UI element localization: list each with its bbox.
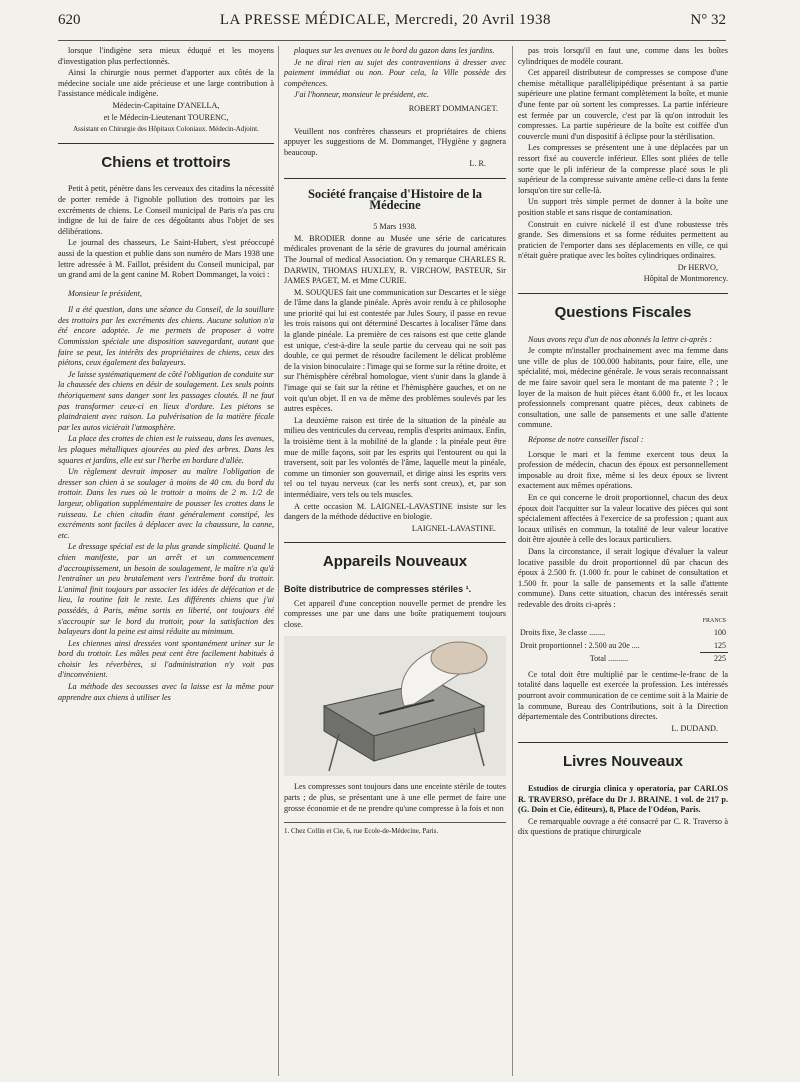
table-cell: 225 [700, 653, 728, 666]
paragraph: Nous avons reçu d'un de nos abonnés la lettre ci-après : [528, 334, 712, 344]
paragraph: Ce remarquable ouvrage a été consacré par C. R. Traverso à dix questions de pratique chirurgicale [518, 816, 728, 837]
table-row [518, 653, 728, 666]
letter-paragraph: La place des crottes de chien est le ruisseau, dans les avenues, les plaques métalliques ajourées au pied des arbres. Dans les squares et jardins, elle est sur l'herbe en bordure d'allée. [58, 434, 274, 465]
article-title: Chiens et trottoirs [101, 153, 231, 171]
letter-paragraph: Le dressage spécial est de la plus grande simplicité. Quand le chien manifeste, par un arrêt et un commencement d'accroupissement, un besoin de soulagement, le maître n'a qu'à l'entraîner un peu brutalement vers l'extrême bord du trottoir. L'animal finit toujours par associer les idées de défécation et de lieu, la routine fait le reste. Les différents chiens que j'ai possédés, à Paris, même sortis en liberté, ont toujours été s'accroupir sur le bord du trottoir, pour la satisfaction des balayeurs dont la peine est ainsi réduite au minimum. [58, 542, 274, 637]
paragraph: M. BRODIER donne au Musée une série de caricatures médicales provenant de la série de gravures du journal américain The Journal of medical Association. On y remarque CHARLES R. DARWIN, THOMAS HUXLEY, R. VIRCHOW, PASTEUR, Sir JAMES PAGET, M. et Mme CURIE. [284, 233, 506, 286]
paragraph: Cet appareil distributeur de compresses se compose d'une chemise métallique parallélipipédique présentant à sa partie supérieure une platine fermant complètement la boîte, et munie d'une fente par où sortent les compresses. La partie inférieure est fermée par un couvercle, c'est par là qu'on introduit les compresses. La partie supérieure de la boîte est coiffée d'un couvercle muni d'un dispositif à éclipse pour la stérilisation. [518, 68, 728, 141]
issue-number: N° 32 [690, 12, 726, 28]
letter-paragraph: Je ne dirai rien au sujet des contraventions à dresser avec paiement immédiat ou non. Pour cela, la Ville possède des compétences. [284, 57, 506, 88]
signature: ROBERT DOMMANGET. [408, 103, 498, 113]
letter-paragraph: Il a été question, dans une séance du Conseil, de la souillure des trottoirs par les excréments des chiens. Aucune solution n'a été encore adoptée. Je me permets de proposer à votre Commission spéciale une disposition sauvegardant, autant que faire se peut, les intérêts des propriétaires de chiens, ceux des piétons, ceux également des balayeurs. [58, 305, 274, 368]
footnote: 1. Chez Collin et Cie, 6, rue Ecole-de-Médecine, Paris. [284, 822, 506, 837]
paragraph: A cette occasion M. LAIGNEL-LAVASTINE insiste sur les dangers de la méthode déductive en biologie. [284, 501, 506, 522]
page-header [58, 12, 726, 41]
section-title: Questions Fiscales [554, 304, 692, 322]
paragraph: En ce qui concerne le droit proportionnel, chacun des deux époux doit l'acquitter sur la valeur locative des pièces qui sont spécialement affectées à l'exercice de sa profession ; quant aux locaux utilisés en commun, la totalité de leur valeur locative doit être ajoutée à celle des locaux particuliers. [518, 492, 728, 545]
letter-salutation: Monsieur le président, [68, 288, 142, 298]
divider [58, 143, 274, 144]
subsection-title: Boîte distributrice de compresses stériles ¹. [284, 583, 472, 594]
divider [284, 178, 506, 179]
signature: L. DUDAND. [671, 723, 718, 733]
paragraph: Veuillent nos confrères chasseurs et propriétaires de chiens appuyer les suggestions de M. Dommanget, l'Hygiène y gagnera beaucoup. [284, 126, 506, 157]
column-2 [284, 46, 506, 1076]
table-cell: 125 [714, 640, 726, 650]
letter-paragraph: Les chiennes ainsi dressées vont spontanément uriner sur le bord du trottoir. Les mâles peut cent être facilement habitués à choisir les réverbères, si l'administration n'y voit pas d'inconvénient. [58, 638, 274, 680]
letter-paragraph: J'ai l'honneur, monsieur le président, etc. [294, 90, 429, 100]
paragraph: Dans la circonstance, il serait logique d'évaluer la valeur locative passible du droit proportionnel dû par chacun des époux à 2.500 fr. (1.000 fr. pour le cabinet de consultation et 1.500 fr. pour la salle de pansements et la salle d'attente commune). Dans cette situation, chacun des intéressés serait redevable des droits ci-après : [518, 546, 728, 609]
paragraph: Les compresses sont toujours dans une enceinte stérile de toutes parts ; de plus, se présentant une à une elle permet de faire une grosse économie et de ne prendre qu'une compresse à la fois et non [284, 782, 506, 813]
paragraph: Ainsi la chirurgie nous permet d'apporter aux côtés de la médecine sociale une aide précieuse et une large contribution à l'assistance médicale indigène. [58, 68, 274, 99]
paragraph: Ce total doit être multiplié par le centime-le-franc de la totalité dans laquelle est exercée la profession. Les intéressés pourront avoir communication de ce centime soit à la Mairie de la commune, Bureau des Contributions, soit à la Direction départementale des Contributions directes. [518, 669, 728, 722]
divider [284, 542, 506, 543]
paragraph: Construit en cuivre nickelé il est d'une robustesse très grande. Ses dimensions et sa forme réduites permettent au praticien de l'emporter dans ses déplacements en ville, ce qui n'était guère pratique avec les boîtes cylindriques ordinaires. [518, 219, 728, 261]
paragraph: Un support très simple permet de donner à la boîte une position stable et sans risque de contamination. [518, 197, 728, 217]
letter-paragraph: Je laisse systématiquement de côté l'obligation de conduite sur la chaussée des chiens en désir de soulagement. Les seuls points théoriquement sans danger sont les passages cloutés. Il ne faut pas transformer ceux-ci en lieux d'ordure. Les piétons se plaindraient avec raison. La pulvérisation de la matière fécale par les autos viciérait l'atmosphère. [58, 369, 274, 432]
journal-title: LA PRESSE MÉDICALE, Mercredi, 20 Avril 1938 [219, 12, 552, 28]
column-1 [58, 46, 274, 1076]
signature: et le Médecin-Lieutenant TOURENC, [103, 112, 229, 122]
section-title: Société française d'Histoire de la Médecine [307, 186, 483, 212]
signature: Médecin-Capitaine D'ANELLA, [112, 100, 220, 110]
page-number: 620 [58, 12, 81, 28]
column-3 [518, 46, 728, 1076]
table-cell: Total .......... [589, 654, 629, 664]
table-row [518, 640, 728, 653]
signature-affiliation: Assistant en Chirurgie des Hôpitaux Coloniaux. Médecin-Adjoint. [73, 125, 259, 134]
paragraph: lorsque l'indigène sera mieux éduqué et les moyens d'investigation plus perfectionnés. [58, 46, 274, 66]
letter-paragraph: La méthode des secousses avec la laisse est la même pour apprendre aux chiens à utiliser les [58, 682, 274, 702]
paragraph: M. SOUQUES fait une communication sur Descartes et le siège de l'âme dans la glande pinéale. Après avoir rendu à ce philosophe une priorité qui lui est contestée par Jules Soury, il passe en revue les trois raisons qui ont déterminé Descartes à localiser l'âme dans la glande pinéale. La première de ces raisons est que cette glande est unique, c'est-à-dire la seule partie du cerveau qui ne soit pas double, ce qui permet de résoudre facilement le délicat problème de la vision binoculaire : l'image qui se forme sur la rétine droite, et sur l'hémisphère cérébral homologue, vient s'unir dans la glande à l'image qui se fait sur la rétine et l'hémisphère gauches, et on ne voit qu'un objet. Il en va de même des problèmes soulevés par les autres espèces. [284, 287, 506, 414]
paragraph: Lorsque le mari et la femme exercent tous deux la profession de médecin, chacun des époux est personnellement imposable au droit fixe, même si les deux époux se livrent exactement aux mêmes opérations. [518, 449, 728, 491]
table-cell: Droits fixe, 3e classe ........ [520, 628, 606, 638]
paragraph: La deuxième raison est tirée de la situation de la pinéale au milieu des ventricules du cerveau, remplis d'esprits animaux. Enfin, la troisième tient à la mobilité de la glande : la pinéale peut être mue de mille façons, soit par les esprits qui l'entourent ou qui la traversent, soit par les volontés de l'âme, laquelle meut la pinéale, comme un timonier son gouvernail, et dirige ainsi les esprits vers tel ou tel tuyau nerveux (car les nerfs sont creux), et, par son intermédiaire, vers tels ou tels muscles. [284, 415, 506, 499]
paragraph: Les compresses se présentent une à une déplacées par un ressort fixé au couvercle inférieur. Elles sont pliées de telle sorte que le pli inférieur de la compresse placé sous le pli supérieur de la compresse suivante amène celle-ci dans la fente lorsqu'on tire sur celle-là. [518, 143, 728, 195]
session-date: 5 Mars 1938. [373, 222, 417, 232]
book-reference: Estudios de cirurgia clinica y operatoria, par CARLOS R. TRAVERSO, préface du Dr J. BRAINE. 1 vol. de 217 p. (G. Doin et Cie, éditeurs), 8, Place de l'Odéon, Paris. [518, 784, 728, 815]
table-row [518, 627, 728, 640]
answer-heading: Réponse de notre conseiller fiscal : [528, 435, 644, 444]
signature: Dr HERVO, [677, 262, 718, 272]
paragraph: pas trois lorsqu'il en faut une, comme dans les boîtes cylindriques de modèle courant. [518, 46, 728, 66]
paragraph: Le journal des chasseurs, Le Saint-Hubert, s'est préoccupé aussi de la question et publie dans son numéro de Mars 1938 une lettre adressée à M. Faillot, président du Conseil municipal, par un grand ami de la gent canine M. Robert Dommanget, la voici : [58, 238, 274, 280]
letter-paragraph: Un règlement devrait imposer au maître l'obligation de dresser son chien à se soulager à moins de 40 cm. du bord du trottoir. Dans les rues où le trottoir a moins de 2 m. 1/2 de largeur, obligation supplémentaire de pousser les crottes dans le ruisseau. Le chien citadin étant généralement constipé, les excréments sont faciles à déplacer avec la chaussure, la canne, etc. [58, 467, 274, 540]
signature: L. R. [469, 159, 486, 169]
paragraph: Cet appareil d'une conception nouvelle permet de prendre les compresses une par une dans une boîte pratiquement toujours close. [284, 598, 506, 629]
compress-box-illustration [284, 636, 506, 776]
letter-paragraph: plaques sur les avenues ou le bord du gazon dans les jardins. [294, 46, 495, 55]
divider [518, 742, 728, 743]
signature: LAIGNEL-LAVASTINE. [411, 523, 496, 533]
paragraph: Je compte m'installer prochainement avec ma femme dans une ville de plus de 100.000 habitants, pour faire, elle, une spécialité, moi, médecine générale. Je vous serais reconnaissant de me faire savoir quel sera le montant de ma patente ? ; le loyer de la maison de huit pièces étant 6.000 fr., et les locaux professionnels comprenant quatre pièces, deux cabinets de consultation, une salle de pansements et une salle d'attente commune. [518, 346, 728, 430]
column-divider [278, 46, 279, 1076]
column-divider [512, 46, 513, 1076]
compress-box-drawing [284, 636, 506, 776]
table-cell: Droit proportionnel : 2.500 au 20e .... [520, 640, 640, 650]
tax-table [518, 615, 728, 666]
divider [518, 293, 728, 294]
signature-affiliation: Hôpital de Montmorency. [643, 274, 728, 284]
paragraph: Petit à petit, pénètre dans les cerveaux des citadins la nécessité de porter remède à l'ignoble pollution des trottoirs par les excréments de chiens. Le Conseil municipal de Paris n'a pas cru indigne de lui de faire de ces dégoûtants abus l'objet de ses délibérations. [58, 184, 274, 236]
table-cell: 100 [714, 628, 726, 638]
table-unit: FRANCS [702, 617, 726, 624]
section-title: Appareils Nouveaux [322, 553, 468, 571]
section-title: Livres Nouveaux [562, 753, 684, 771]
